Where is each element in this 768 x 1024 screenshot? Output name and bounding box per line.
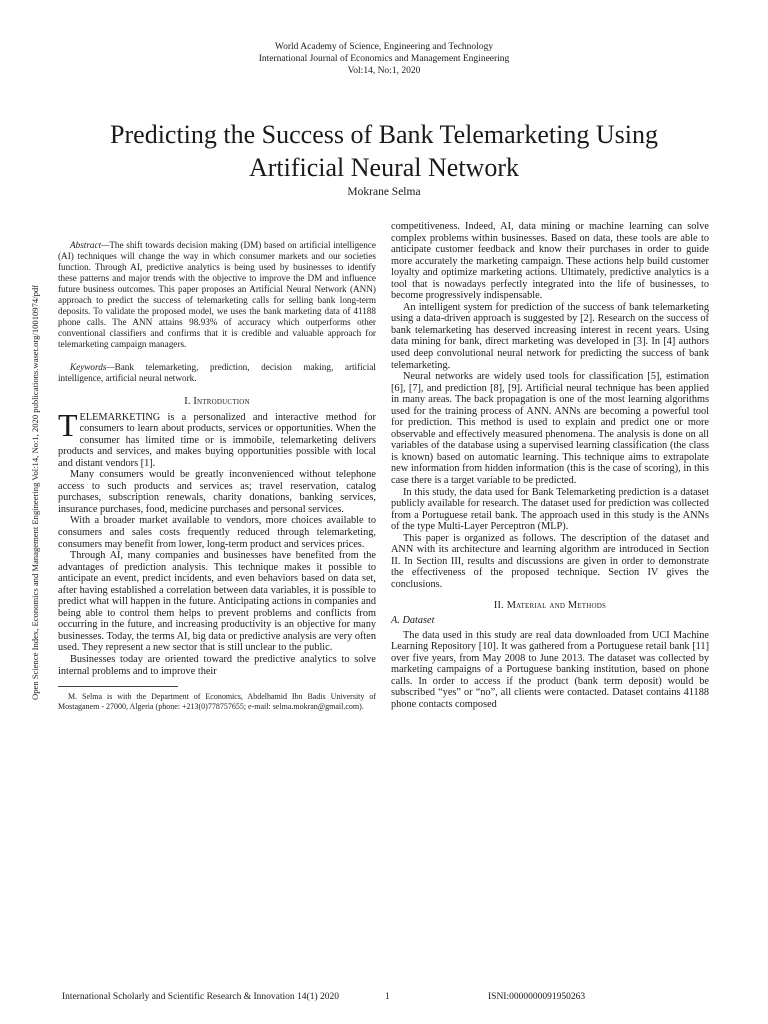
abstract (58, 240, 376, 350)
intro-paragraph-5: Businesses today are oriented toward the predictive analytics to solve internal problems and to improve their (58, 654, 376, 677)
footer-isni: ISNI:0000000091950263 (488, 992, 586, 1002)
right-paragraph-5: This paper is organized as follows. The description of the dataset and ANN with its architecture and learning algorithm are introduced in Section II. In Section III, results and discussions are given in order to demonstrate the effectiveness of the proposed technique. Section IV gives the conclusions. (391, 532, 709, 590)
page-number: 1 (385, 992, 390, 1002)
abstract-text: The shift towards decision making (DM) based on artificial intelligence (AI) techniques will change the way in which consumer markets and our societies function. Through AI, predictive analytics is being used by businesses to identify these patterns and major trends with the objective to improve the DM and influence future business outcomes. This paper proposes an Artificial Neural Network (ANN) approach to predict the success of telemarketing calls for selling bank long-term deposits. To validate the proposed model, we uses the bank marketing data of 41188 phone calls. The ANN attains 98.93% of accuracy which outperforms other conventional classifiers and confirms that it is credible and valuable approach for telemarketing campaign managers. (58, 240, 376, 349)
right-paragraph-2: An intelligent system for prediction of the success of bank telemarketing using a data-driven approach is suggested by [2]. Research on the success of bank telemarketing has deserved increasing interest in recent years. Using data mining for bank, direct marketing was developed in [3]. In [4] authors used deep convolutional neural network for predicting the success of bank telemarketing. (391, 301, 709, 371)
keywords-text: Bank telemarketing, prediction, decision making, artificial intelligence, artificial neural network. (58, 362, 376, 383)
journal-volume: Vol:14, No:1, 2020 (347, 66, 421, 76)
right-paragraph-4: In this study, the data used for Bank Telemarketing prediction is a dataset publicly available for research. The dataset used for prediction was collected from a Portuguese retail bank. The approach used in this study is the ANNs of the type Multi-Layer Perceptron (MLP). (391, 486, 709, 533)
section-heading-methods: II. Material and Methods (493, 599, 607, 611)
intro-paragraph-1: TELEMARKETING is a personalized and interactive method for consumers to learn about products, services or opportunities. When the consumer has limited time or is immobile, telemarketing delivers products and services, and makes buying opportunities possible with local and distant vendors [1]. (58, 406, 376, 469)
intro-paragraph-3: With a broader market available to vendors, more choices available to consumers and sales costs frequently reduced through telemarketing, consumers may benefit from lower, long-term product and services prices. (58, 515, 376, 550)
dataset-paragraph: The data used in this study are real data downloaded from UCI Machine Learning Repository [10]. It was gathered from a Portuguese retail bank [11] over five years, from May 2008 to June 2013. The dataset was collected by marketing campaigns of a Portuguese banking institution, based on phone calls. In order to access if the product (bank term deposit) would be subscribed “yes” or “no”, all clients were contacted. Dataset contains 41188 phone contacts composed (391, 629, 709, 710)
footnote-divider (58, 686, 178, 687)
abstract-label: Abstract— (70, 240, 110, 250)
journal-name: World Academy of Science, Engineering and Technology (274, 42, 494, 52)
title-line-1: Predicting the Success of Bank Telemarketing Using (110, 120, 658, 149)
author-name: Mokrane Selma (347, 186, 421, 198)
footer-publisher: International Scholarly and Scientific Research & Innovation 14(1) 2020 (62, 992, 340, 1002)
subsection-heading-dataset: A. Dataset (391, 615, 435, 627)
drop-cap: T (58, 406, 78, 443)
right-paragraph-1: competitiveness. Indeed, AI, data mining or machine learning can solve complex problems within businesses. Based on data, these tools are able to anticipate customer feedback and know their purchases in order to guide more accurately the marketing campaign. These actions help build customer loyalty and optimize marketing actions. Ultimately, predictive analytics is a tool that is nowadays perfectly integrated into the life of businesses, to become progressively indispensable. (391, 221, 709, 302)
title-line-2: Artificial Neural Network (248, 153, 519, 182)
paper-title (0, 118, 768, 184)
intro-paragraph-2: Many consumers would be greatly inconvenienced without telephone access to such products and services as; travel reservation, catalog purchases, subscription renewals, charity donations, banking services, insurance purchases, food, medicine purchases and personal services. (58, 469, 376, 515)
journal-header (0, 41, 768, 77)
keywords-label: Keywords— (70, 362, 115, 372)
journal-subtitle: International Journal of Economics and Management Engineering (258, 54, 510, 64)
right-paragraph-3: Neural networks are widely used tools for classification [5], estimation [6], [7], and prediction [8], [9]. Artificial neural technique has been applied in many areas. The back propagation is one of the most learning algorithms used for the training process of ANN. ANNs are becoming a powerful tool for prediction. This method is used to explain and predict one or more observable and effectively measured phenomena. The analysis is done on all variables of the database using a supervised learning classification (the class is known) based on automatic learning. This technique aims to extrapolate new information from hidden information (this is the case of scoring), in this case there is a target variable to be predicted. (391, 371, 709, 487)
right-column (391, 221, 709, 710)
section-heading-introduction: I. Introduction (184, 396, 250, 407)
left-column (58, 240, 376, 712)
keywords (58, 362, 376, 384)
side-note: Open Science Index, Economics and Management Engineering Vol:14, No:1, 2020 publications.waset.org/10010974/pdf (30, 284, 40, 700)
author-footnote: M. Selma is with the Department of Economics, Abdelhamid Ibn Badis University of Mostaganem - 27000, Algeria (phone: +213(0)778757655; e-mail: selma.mokran@gmail.com). (58, 692, 376, 712)
intro-paragraph-4: Through AI, many companies and businesses have benefited from the advantages of prediction analysis. This technique makes it possible to anticipate an event, predict incidents, and even behaviors based on data set, after having established a correlation between data variables, it is possible to predict what will happen in the future. Anticipating actions in companies and being able to control them helps to prevent problems and conflicts from occurring in the future, and increasing productivity is an objective for many businesses. Today, the terms AI, big data or predictive analysis are very often used. They represent a new sector that is still unclear to the public. (58, 550, 376, 654)
